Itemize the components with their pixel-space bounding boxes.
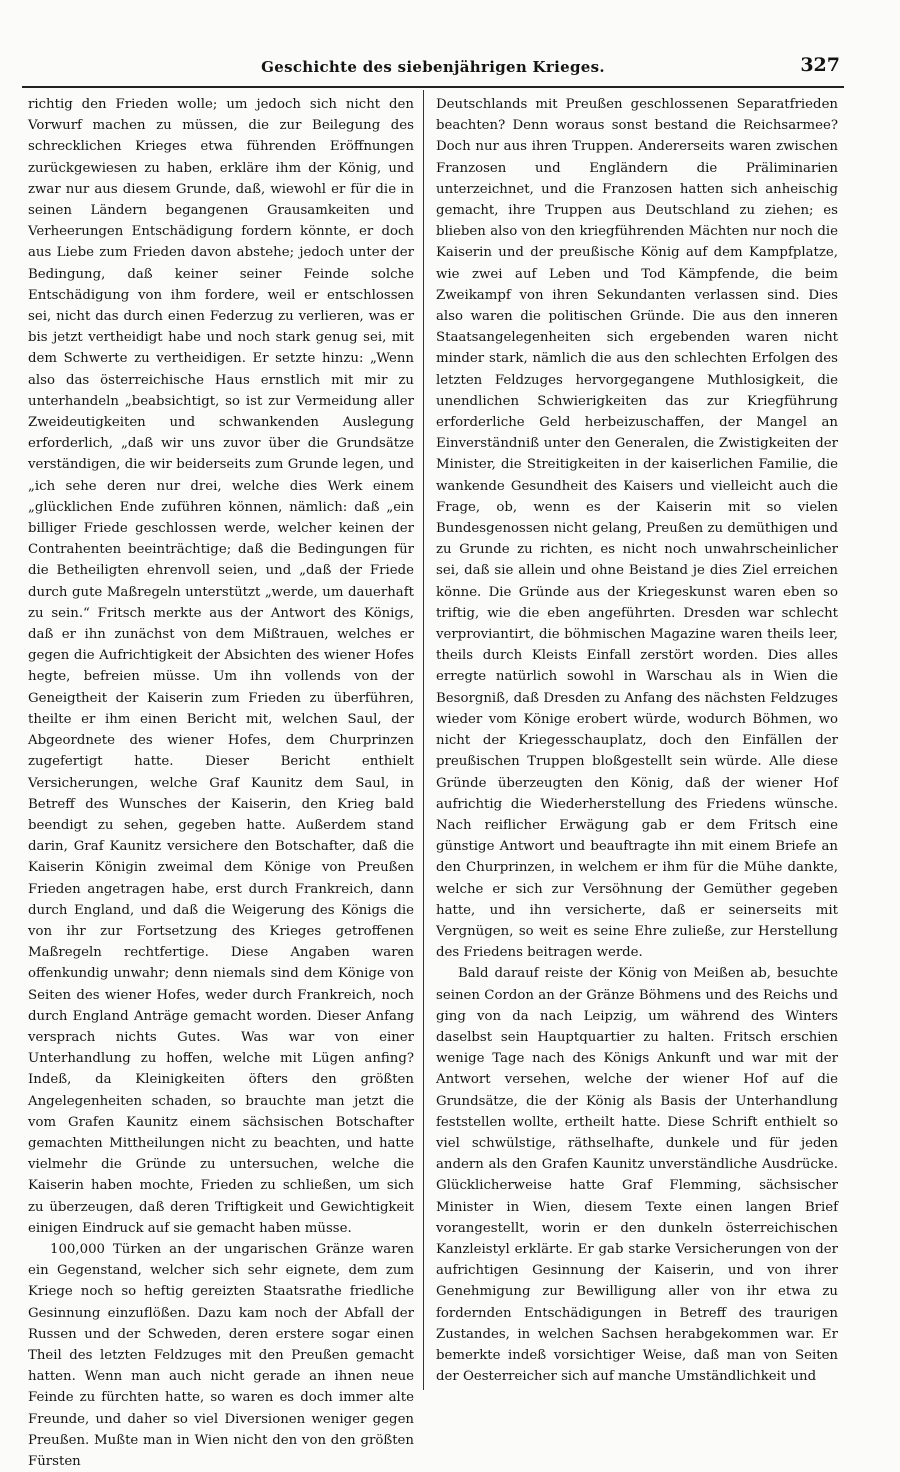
left-paragraph-2: 100,000 Türken an der ungarischen Gränze waren ein Gegenstand, welcher sich sehr eignete, dem zum Kriege noch so heftig gereizten Staatsrathe friedliche Gesinnung einzuflößen. Dazu kam noch der Abfall der Russen und der Schweden, deren erstere sogar einen Theil des letzten Feldzuges mit den Preußen gemacht hatten. Wenn man auch nicht gerade an ihnen neue Feinde zu fürchten hatte, so waren es doch immer alte Freunde, und daher so viel Diversionen weniger gegen Preußen. Mußte man in Wien nicht den von den größten Fürsten xyxy=(28,1241,414,1469)
right-paragraph-1: Deutschlands mit Preußen geschlossenen Separatfrieden beachten? Denn woraus sonst bestand die Reichsarmee? Doch nur aus ihren Truppen. Andererseits waren zwischen Franzosen und Engländern die Präliminarien unterzeichnet, und die Franzosen hatten sich anheischig gemacht, ihre Truppen aus Deutschland zu ziehen; es blieben also von den kriegführenden Mächten nur noch die Kaiserin und der preußische König auf dem Kampfplatze, wie zwei auf Leben und Tod Kämpfende, die beim Zweikampf von ihren Sekundanten verlassen sind. Dies also waren die politischen Gründe. Die aus den inneren Staatsangelegenheiten sich ergebenden waren nicht minder stark, nämlich die aus den schlechten Erfolgen des letzten Feldzuges hervorgegangene Muthlosigkeit, die unendlichen Schwierigkeiten das zur Kriegführung erforderliche Geld herbeizuschaffen, der Mangel an Einverständniß unter den Generalen, die Zwistigkeiten der Minister, die Streitigkeiten in der kaiserlichen Familie, die wankende Gesundheit des Kaisers und vielleicht auch die Frage, ob, wenn es der Kaiserin mit so vielen Bundesgenossen nicht gelang, Preußen zu demüthigen und zu Grunde zu richten, es nicht noch unwahrscheinlicher sei, daß sie allein und ohne Beistand je dies Ziel erreichen könne. Die Gründe aus der Kriegeskunst waren eben so triftig, wie die eben angeführten. Dresden war schlecht verproviantirt, die böhmischen Magazine waren theils leer, theils durch Kleists Einfall zerstört worden. Dies alles erregte natürlich sowohl in Warschau als in Wien die Besorgniß, daß Dresden zu Anfang des nächsten Feldzuges wieder vom Könige erobert würde, wodurch Böhmen, wo nicht der Kriegesschauplatz, doch den Einfällen der preußischen Truppen bloßgestellt sein würde. Alle diese Gründe überzeugten den König, daß der wiener Hof aufrichtig die Wiederherstellung des Friedens wünsche. Nach reiflicher Erwägung gab er dem Fritsch eine günstige Antwort und beauftragte ihn mit einem Briefe an den Churprinzen, in welchem er ihm für die Mühe dankte, welche er sich zur Versöhnung der Gemüther gegeben hatte, und ihn versicherte, daß er seinerseits mit Vergnügen, so weit es seine Ehre zuließe, zur Herstellung des Friedens beitragen werde. xyxy=(436,97,838,961)
running-head-title: Geschichte des siebenjährigen Krieges. xyxy=(261,58,605,76)
left-paragraph-1: richtig den Frieden wolle; um jedoch sich nicht den Vorwurf machen zu müssen, die zur Beilegung des schrecklichen Krieges etwa führenden Eröffnungen zurückgewiesen zu haben, erkläre ihm der König, und zwar nur aus diesem Grunde, daß, wiewohl er für die in seinen Ländern begangenen Grausamkeiten und Verheerungen Entschädigung fordern könnte, er doch aus Liebe zum Frieden davon abstehe; jedoch unter der Bedingung, daß keiner seiner Feinde solche Entschädigung von ihm fordere, weil er entschlossen sei, nicht das durch einen Federzug zu verlieren, was er bis jetzt vertheidigt habe und noch stark genug sei, mit dem Schwerte zu vertheidigen. Er setzte hinzu: „Wenn also das österreichische Haus ernstlich mit mir zu unterhandeln „beabsichtigt, so ist zur Vermeidung aller Zweideutigkeiten und schwankenden Auslegung erforderlich, „daß wir uns zuvor über die Grundsätze verständigen, die wir beiderseits zum Grunde legen, und „ich sehe deren nur drei, welche dies Werk einem „glücklichen Ende zuführen können, nämlich: daß „ein billiger Friede geschlossen werde, welcher keinen der Contrahenten beeinträchtige; daß die Bedingungen für die Betheiligten ehrenvoll seien, und „daß der Friede durch gute Maßregeln unterstützt „werde, um dauerhaft zu sein.“ Fritsch merkte aus der Antwort des Königs, daß er ihn zunächst von dem Mißtrauen, welches er gegen die Aufrichtigkeit der Absichten des wiener Hofes hegte, befreien müsse. Um ihn vollends von der Geneigtheit der Kaiserin zum Frieden zu überführen, theilte er ihm einen Bericht mit, welchen Saul, der Abgeordnete des wiener Hofes, dem Churprinzen zugefertigt hatte. Dieser Bericht enthielt Versicherungen, welche Graf Kaunitz dem Saul, in Betreff des Wunsches der Kaiserin, den Krieg bald beendigt zu sehen, gegeben hatte. Außerdem stand darin, Graf Kaunitz versichere den Botschafter, daß die Kaiserin Königin zweimal dem Könige von Preußen Frieden angetragen habe, erst durch Frankreich, dann durch England, und daß die Weigerung des Königs die von ihr zur Fortsetzung des Krieges getroffenen Maßregeln rechtfertige. Diese Angaben waren offenkundig unwahr; denn niemals sind dem Könige von Seiten des wiener Hofes, weder durch Frankreich, noch durch England Anträge gemacht worden. Dieser Anfang versprach nichts Gutes. Was war von einer Unterhandlung zu hoffen, welche mit Lügen anfing? Indeß, da Kleinigkeiten öfters den größten Angelegenheiten schaden, so brauchte man jetzt die vom Grafen Kaunitz einem sächsischen Botschafter gemachten Mittheilungen nicht zu beachten, und hatte vielmehr die Gründe zu untersuchen, welche die Kaiserin haben mochte, Frieden zu schließen, um sich zu überzeugen, daß deren Triftigkeit und Gewichtigkeit einigen Eindruck auf sie gemacht haben müsse. xyxy=(28,97,414,1236)
right-column xyxy=(436,94,838,1384)
header-rule xyxy=(22,86,844,88)
running-head xyxy=(22,50,844,84)
left-column xyxy=(28,94,414,1469)
column-divider xyxy=(423,90,424,1390)
page-number: 327 xyxy=(800,54,840,76)
right-paragraph-2: Bald darauf reiste der König von Meißen ab, besuchte seinen Cordon an der Gränze Böhmens und des Reichs und ging von da nach Leipzig, um während des Winters daselbst sein Hauptquartier zu halten. Fritsch erschien wenige Tage nach des Königs Ankunft und war mit der Antwort versehen, welche der wiener Hof auf die Grundsätze, die der König als Basis der Unterhandlung feststellen wollte, ertheilt hatte. Diese Schrift enthielt so viel schwülstige, räthselhafte, dunkele und für jeden andern als den Grafen Kaunitz unverständliche Ausdrücke. Glücklicherweise hatte Graf Flemming, sächsischer Minister in Wien, diesem Texte einen langen Brief vorangestellt, worin er den dunkeln österreichischen Kanzleistyl erklärte. Er gab starke Versicherungen von der aufrichtigen Gesinnung der Kaiserin, und von ihrer Genehmigung zur Bewilligung aller von ihr etwa zu fordernden Entschädigungen in Betreff des traurigen Zustandes, in welchen Sachsen herabgekommen war. Er bemerkte indeß vorsichtiger Weise, daß man von Seiten der Oesterreicher sich auf manche Umständlichkeit und xyxy=(436,966,838,1385)
